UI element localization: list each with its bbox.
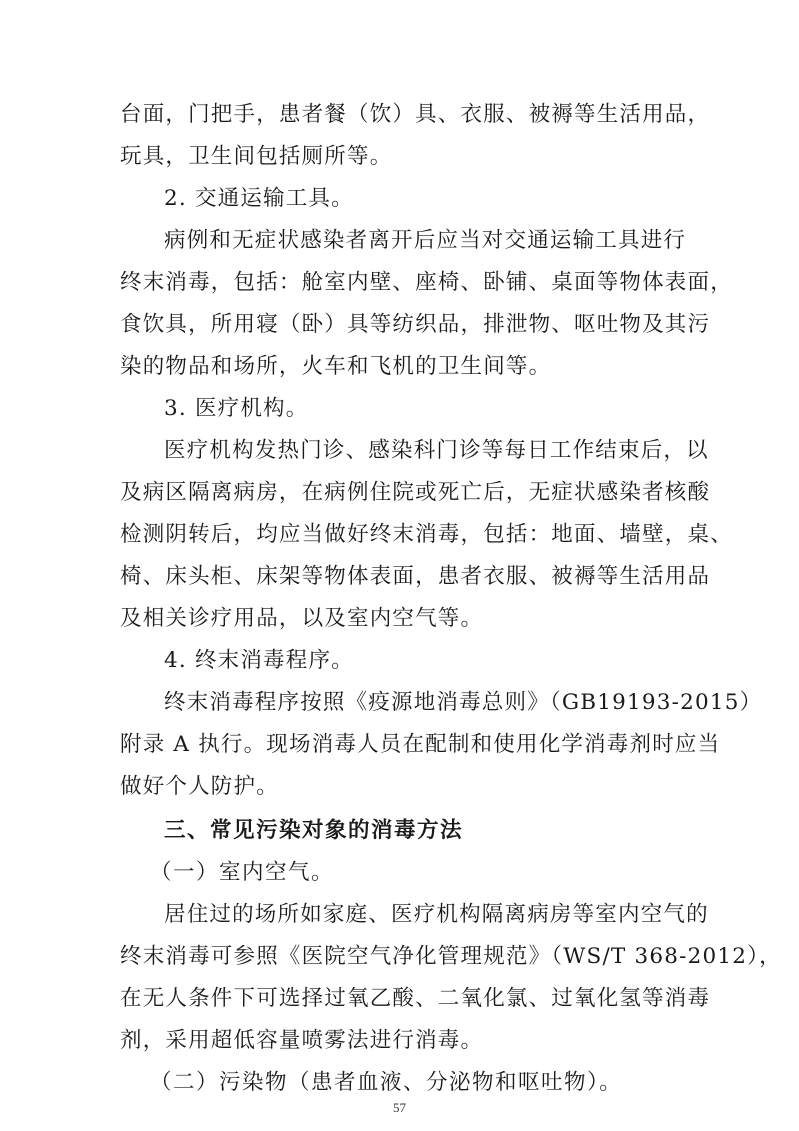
text-line: 检测阴转后，均应当做好终末消毒，包括：地面、墙壁，桌、 [120,522,733,547]
text-line: 及病区隔离病房，在病例住院或死亡后，无症状感染者核酸 [120,480,711,505]
text-line: 及相关诊疗用品，以及室内空气等。 [120,606,484,631]
text-line: 居住过的场所如家庭、医疗机构隔离病房等室内空气的 [164,902,709,927]
text-line: 终末消毒，包括：舱室内壁、座椅、卧铺、桌面等物体表面， [120,270,733,295]
text-line: 病例和无症状感染者离开后应当对交通运输工具进行 [164,228,687,253]
section-item-heading: 3. 医疗机构。 [164,396,309,421]
page-number: 57 [393,1100,406,1115]
text-line: 染的物品和场所，火车和飞机的卫生间等。 [120,354,552,379]
section-item-heading: 4. 终末消毒程序。 [164,648,354,673]
section-item-heading: 2. 交通运输工具。 [164,186,354,211]
text-line: 食饮具，所用寝（卧）具等纺织品，排泄物、呕吐物及其污 [120,312,711,337]
text-line: 做好个人防护。 [120,774,279,799]
subsection-heading: （一）室内空气。 [150,860,335,885]
text-line: 椅、床头柜、床架等物体表面，患者衣服、被褥等生活用品 [120,564,711,589]
text-line: 剂，采用超低容量喷雾法进行消毒。 [120,1028,484,1053]
text-line: 医疗机构发热门诊、感染科门诊等每日工作结束后，以 [164,438,709,463]
section-heading: 三、常见污染对象的消毒方法 [164,818,464,843]
subsection-heading: （二）污染物（患者血液、分泌物和呕吐物）。 [150,1070,623,1095]
text-line: 在无人条件下可选择过氧乙酸、二氧化氯、过氧化氢等消毒 [120,986,711,1011]
text-line: 玩具，卫生间包括厕所等。 [120,144,393,169]
text-line: 终末消毒可参照《医院空气净化管理规范》（WS/T 368-2012）， [120,944,782,969]
text-line: 终末消毒程序按照《疫源地消毒总则》（GB19193-2015） [164,690,763,715]
text-line: 附录 A 执行。现场消毒人员在配制和使用化学消毒剂时应当 [120,732,721,757]
text-line: 台面，门把手，患者餐（饮）具、衣服、被褥等生活用品， [120,102,711,127]
